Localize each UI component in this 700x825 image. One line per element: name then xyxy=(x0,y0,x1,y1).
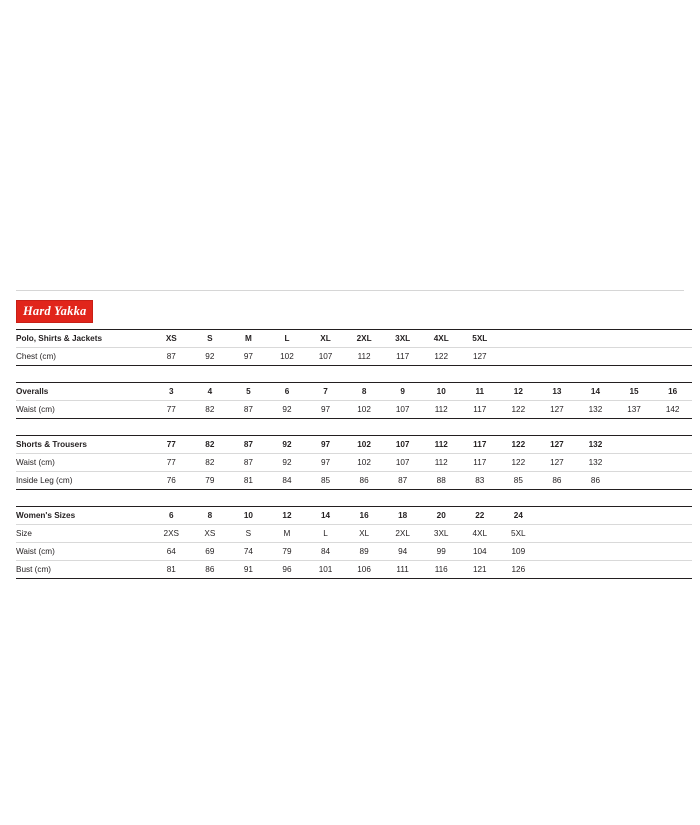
cell: 77 xyxy=(152,400,191,418)
cell: 15 xyxy=(615,382,654,400)
row-label: Waist (cm) xyxy=(16,453,152,471)
cell: 127 xyxy=(538,435,577,453)
cell: 126 xyxy=(499,560,538,578)
cell: 112 xyxy=(422,435,461,453)
cell: XS xyxy=(191,524,230,542)
cell xyxy=(576,542,615,560)
cell: 109 xyxy=(499,542,538,560)
cell xyxy=(653,506,692,524)
cell: 127 xyxy=(461,347,500,365)
table-row xyxy=(16,453,692,471)
cell: 107 xyxy=(383,453,422,471)
cell: 8 xyxy=(345,382,384,400)
cell: 92 xyxy=(268,400,307,418)
cell xyxy=(538,560,577,578)
cell: 99 xyxy=(422,542,461,560)
cell: 97 xyxy=(306,453,345,471)
cell xyxy=(615,542,654,560)
cell xyxy=(653,560,692,578)
cell: 102 xyxy=(345,400,384,418)
cell xyxy=(615,453,654,471)
spacer-cell xyxy=(16,418,692,435)
cell: 10 xyxy=(422,382,461,400)
cell: 102 xyxy=(268,347,307,365)
cell: 18 xyxy=(383,506,422,524)
cell: 86 xyxy=(345,471,384,489)
cell: 107 xyxy=(306,347,345,365)
cell: XL xyxy=(345,524,384,542)
cell xyxy=(615,435,654,453)
cell: 9 xyxy=(383,382,422,400)
cell: 117 xyxy=(383,347,422,365)
cell: 91 xyxy=(229,560,268,578)
cell: 4XL xyxy=(422,329,461,347)
cell xyxy=(615,471,654,489)
table-row xyxy=(16,382,692,400)
cell: S xyxy=(229,524,268,542)
cell: 69 xyxy=(191,542,230,560)
cell: 2XL xyxy=(345,329,384,347)
size-chart-table xyxy=(16,329,692,579)
cell xyxy=(499,347,538,365)
cell xyxy=(615,329,654,347)
row-label: Inside Leg (cm) xyxy=(16,471,152,489)
cell: 5XL xyxy=(461,329,500,347)
cell: 74 xyxy=(229,542,268,560)
spacer-cell xyxy=(16,365,692,382)
cell xyxy=(576,560,615,578)
table-row xyxy=(16,524,692,542)
cell xyxy=(576,347,615,365)
row-label: Waist (cm) xyxy=(16,542,152,560)
cell: S xyxy=(191,329,230,347)
cell xyxy=(538,329,577,347)
table-row xyxy=(16,506,692,524)
cell xyxy=(615,560,654,578)
cell: L xyxy=(268,329,307,347)
cell: 14 xyxy=(306,506,345,524)
cell: 92 xyxy=(191,347,230,365)
row-label: Waist (cm) xyxy=(16,400,152,418)
cell: 77 xyxy=(152,435,191,453)
cell: 5XL xyxy=(499,524,538,542)
cell: 87 xyxy=(229,400,268,418)
cell: 82 xyxy=(191,453,230,471)
cell: 132 xyxy=(576,435,615,453)
cell: 132 xyxy=(576,453,615,471)
cell xyxy=(615,347,654,365)
cell: 97 xyxy=(306,435,345,453)
cell: 111 xyxy=(383,560,422,578)
cell: 102 xyxy=(345,453,384,471)
cell: 92 xyxy=(268,453,307,471)
cell: 12 xyxy=(499,382,538,400)
cell: 77 xyxy=(152,453,191,471)
group-spacer xyxy=(16,418,692,435)
row-label: Polo, Shirts & Jackets xyxy=(16,329,152,347)
cell xyxy=(538,542,577,560)
cell xyxy=(615,524,654,542)
cell: 87 xyxy=(229,435,268,453)
cell: 132 xyxy=(576,400,615,418)
cell: 4 xyxy=(191,382,230,400)
cell: 81 xyxy=(229,471,268,489)
cell: 3XL xyxy=(422,524,461,542)
cell: 3XL xyxy=(383,329,422,347)
group-spacer xyxy=(16,489,692,506)
cell: 116 xyxy=(422,560,461,578)
cell xyxy=(653,542,692,560)
cell: M xyxy=(229,329,268,347)
cell xyxy=(538,347,577,365)
cell: 82 xyxy=(191,400,230,418)
size-chart-container xyxy=(0,290,700,579)
cell: 101 xyxy=(306,560,345,578)
cell: 64 xyxy=(152,542,191,560)
cell: 142 xyxy=(653,400,692,418)
cell: 137 xyxy=(615,400,654,418)
cell xyxy=(653,471,692,489)
row-label: Overalls xyxy=(16,382,152,400)
cell: 122 xyxy=(422,347,461,365)
cell: 94 xyxy=(383,542,422,560)
cell: XS xyxy=(152,329,191,347)
cell: 6 xyxy=(268,382,307,400)
cell xyxy=(538,524,577,542)
cell: 24 xyxy=(499,506,538,524)
cell: 92 xyxy=(268,435,307,453)
table-row xyxy=(16,542,692,560)
top-divider xyxy=(16,290,684,291)
cell: 84 xyxy=(306,542,345,560)
row-label: Size xyxy=(16,524,152,542)
cell: 96 xyxy=(268,560,307,578)
cell: 7 xyxy=(306,382,345,400)
cell: M xyxy=(268,524,307,542)
cell: 127 xyxy=(538,400,577,418)
cell: 102 xyxy=(345,435,384,453)
cell: 104 xyxy=(461,542,500,560)
cell: 16 xyxy=(653,382,692,400)
cell: 82 xyxy=(191,435,230,453)
cell: 86 xyxy=(576,471,615,489)
cell xyxy=(653,453,692,471)
cell: 4XL xyxy=(461,524,500,542)
cell: 85 xyxy=(306,471,345,489)
row-label: Bust (cm) xyxy=(16,560,152,578)
cell: 79 xyxy=(191,471,230,489)
cell: 107 xyxy=(383,400,422,418)
cell: 121 xyxy=(461,560,500,578)
cell: 11 xyxy=(461,382,500,400)
group-spacer xyxy=(16,365,692,382)
row-label: Chest (cm) xyxy=(16,347,152,365)
cell: 88 xyxy=(422,471,461,489)
cell: 97 xyxy=(229,347,268,365)
brand-logo: Hard Yakka xyxy=(16,300,93,323)
cell: 13 xyxy=(538,382,577,400)
cell: 81 xyxy=(152,560,191,578)
table-row xyxy=(16,347,692,365)
cell xyxy=(538,506,577,524)
row-label: Shorts & Trousers xyxy=(16,435,152,453)
cell: 122 xyxy=(499,453,538,471)
table-row xyxy=(16,400,692,418)
cell xyxy=(653,329,692,347)
cell xyxy=(615,506,654,524)
cell: 76 xyxy=(152,471,191,489)
cell xyxy=(576,329,615,347)
cell: 5 xyxy=(229,382,268,400)
cell: 86 xyxy=(191,560,230,578)
cell: 3 xyxy=(152,382,191,400)
cell: 8 xyxy=(191,506,230,524)
cell: 79 xyxy=(268,542,307,560)
cell: L xyxy=(306,524,345,542)
table-row xyxy=(16,560,692,578)
cell xyxy=(653,347,692,365)
cell: 85 xyxy=(499,471,538,489)
cell: 83 xyxy=(461,471,500,489)
cell: 122 xyxy=(499,435,538,453)
cell: 84 xyxy=(268,471,307,489)
cell xyxy=(653,524,692,542)
cell: 112 xyxy=(422,453,461,471)
cell: 20 xyxy=(422,506,461,524)
cell xyxy=(653,435,692,453)
cell: 127 xyxy=(538,453,577,471)
cell: 117 xyxy=(461,400,500,418)
cell xyxy=(576,506,615,524)
cell: XL xyxy=(306,329,345,347)
cell: 112 xyxy=(345,347,384,365)
cell: 106 xyxy=(345,560,384,578)
spacer-cell xyxy=(16,489,692,506)
cell: 112 xyxy=(422,400,461,418)
row-label: Women's Sizes xyxy=(16,506,152,524)
cell: 10 xyxy=(229,506,268,524)
cell: 16 xyxy=(345,506,384,524)
cell: 107 xyxy=(383,435,422,453)
cell: 86 xyxy=(538,471,577,489)
cell: 87 xyxy=(229,453,268,471)
cell: 117 xyxy=(461,435,500,453)
cell: 22 xyxy=(461,506,500,524)
cell: 89 xyxy=(345,542,384,560)
cell: 12 xyxy=(268,506,307,524)
cell: 117 xyxy=(461,453,500,471)
cell: 6 xyxy=(152,506,191,524)
cell: 97 xyxy=(306,400,345,418)
size-chart-body xyxy=(16,329,692,578)
table-row xyxy=(16,435,692,453)
cell xyxy=(576,524,615,542)
table-row xyxy=(16,471,692,489)
table-row xyxy=(16,329,692,347)
cell: 87 xyxy=(383,471,422,489)
cell: 2XS xyxy=(152,524,191,542)
cell: 122 xyxy=(499,400,538,418)
cell: 87 xyxy=(152,347,191,365)
cell: 14 xyxy=(576,382,615,400)
cell xyxy=(499,329,538,347)
cell: 2XL xyxy=(383,524,422,542)
